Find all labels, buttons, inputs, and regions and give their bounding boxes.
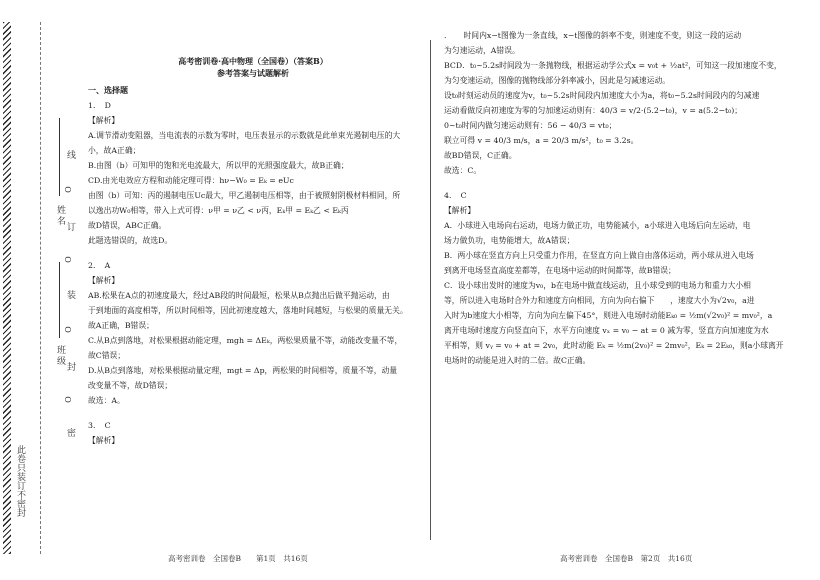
text-line: AB.松果在A点的初速度最大，经过AB段的时间最短，松果从B点抛出后做平抛运动，由: [88, 291, 390, 300]
text-line: 【解析】: [444, 206, 476, 215]
text-line: 电场时的动能是进入时的二倍。故C正确。: [444, 356, 591, 365]
text-line: 于到地面的高度相等，所以时间相等，因此初速度越大，落地时间越短，与松果的质量无关。: [88, 306, 408, 315]
binding-hatch: [3, 22, 11, 554]
name-field: [59, 118, 60, 196]
text-line: B.由图（b）可知甲的饱和光电流最大，所以甲的光照强度最大，故B正确；: [88, 161, 349, 170]
text-line: 设t₀时刻运动员的速度为v，t₀~5.2s时间段内加速度大小为a，将t₀~5.2s时间段内的匀减速: [444, 91, 760, 100]
page-title: 高考密训卷·高中物理（全国卷）（答案B）: [178, 56, 328, 66]
text-line: 运动看做反向初速度为零的匀加速运动则有：40/3 = v/2·(5.2−t₀)，v = a(5.2−t₀)；: [444, 106, 743, 115]
page-footer-2: 高考密训卷 全国卷B 第2页 共16页: [560, 554, 693, 563]
text-line: C．设小球出发时的速度为v₀，b在电场中做直线运动，且小球受到的电场力和重力大小相: [444, 281, 751, 290]
text-line: 为匀速运动，A错误。: [444, 46, 520, 55]
text-line: D.从B点到落地，对松果根据动量定理，mgt = Δp，两松果的时间相等，质量不等，动量: [88, 366, 398, 375]
text-line: 故BD错误，C正确。: [444, 151, 517, 160]
text-line: C.从B点到落地，对松果根据动能定理，mgh = ΔEₖ，两松果质量不等，动能改变量不等，: [88, 336, 403, 345]
binding-margin: [0, 0, 88, 580]
text-line: 此题选错误的，故选D。: [88, 236, 173, 245]
circle-mark: O: [62, 186, 72, 193]
column-divider: [430, 40, 431, 540]
text-line: 小，故A正确；: [88, 146, 141, 155]
seal-word-line: 线: [65, 150, 75, 159]
text-line: 为匀变速运动，图像的抛物线部分斜率减小，因此是匀减速运动。: [444, 76, 671, 85]
text-line: 离开电场时速度方向竖直向下，水平方向速度 vₓ = v₀ − at = 0 减为零，竖直方向加速度为水: [444, 326, 769, 335]
section-heading: 一、选择题: [88, 85, 128, 95]
paragraph-gap: [444, 178, 796, 188]
class-field: [59, 262, 60, 338]
text-line: B．两小球在竖直方向上只受重力作用，在竖直方向上做自由落体运动，两小球从进入电场: [444, 251, 754, 260]
text-line: 【解析】: [88, 116, 120, 125]
seal-word-seal: 封: [65, 362, 75, 371]
circle-mark: O: [62, 256, 72, 263]
text-line: 场力做负功，电势能增大，故A错误；: [444, 236, 575, 245]
seal-word-secret: 密: [65, 428, 75, 437]
seal-word-install: 装: [65, 290, 75, 299]
text-line: ． 时间内x−t图像为一条直线，x−t图像的斜率不变，则速度不变，则这一段的运动: [444, 31, 742, 40]
binding-dashed-line: [40, 22, 41, 554]
class-label: 班级: [55, 345, 65, 367]
seal-word-bind: 订: [65, 222, 75, 231]
left-answer-text: [88, 98, 418, 448]
text-line: 联立可得 v = 40/3 m/s，a = 20/3 m/s²，t₀ = 3.2s。: [444, 136, 639, 145]
page-subtitle: 参考答案与试题解析: [217, 68, 289, 78]
text-line: 平相等，则 vᵧ = v₀ + at = 2v₀，此时动能 Eₖ = ½m(2v₀)² = 2mv₀²，Eₖ = 2Eₖ₀，则a小球离开: [444, 341, 784, 350]
text-line: 故选：A。: [88, 396, 125, 405]
text-line: CD.由光电效应方程和动能定理可得：hν−W₀ = Eₖ = eUc: [88, 176, 294, 185]
left-column: [88, 55, 418, 448]
text-line: 1． D: [88, 101, 111, 110]
text-line: 由图（b）可知：丙的遏制电压Uc最大，甲乙遏制电压相等，由于被照射阴极材料相同，所: [88, 191, 401, 200]
text-line: 等，所以进入电场时合外力和速度方向相同，方向为向右偏下 ，速度大小为√2v₀，a进: [444, 296, 755, 305]
text-line: 改变量不等，故D错误；: [88, 381, 173, 390]
seal-notice: 此卷只装订不密封: [15, 445, 25, 517]
page-footer-1: 高考密训卷 全国卷B 第1页 共16页: [168, 554, 308, 563]
text-line: A.调节滑动变阻器，当电流表的示数为零时，电压表显示的示数就是此单束光遏制电压的大: [88, 131, 401, 140]
text-line: 0~t₀时间内做匀速运动则有：56 − 40/3 = vt₀；: [444, 121, 617, 130]
name-label: 姓名: [55, 205, 65, 227]
text-line: 入时为b速度大小相等，方向为向左偏下45°，则进入电场时动能Eₖ₀ = ½m(√2v₀)² = mv₀²，a: [444, 311, 773, 320]
circle-mark: O: [62, 326, 72, 333]
paragraph-gap: [88, 408, 418, 418]
paragraph-gap: [88, 248, 418, 258]
text-line: 【解析】: [88, 276, 120, 285]
text-line: A．小球进入电场向右运动，电场力做正功，电势能减小，a小球进入电场后向左运动，电: [444, 221, 751, 230]
text-line: BCD．t₀~5.2s时间段为一条抛物线，根据运动学公式x = v₀t + ½at²，可知这一段加速度不变，: [444, 61, 782, 70]
text-line: 【解析】: [88, 436, 120, 445]
text-line: 2． A: [88, 261, 111, 270]
text-line: 3． C: [88, 421, 111, 430]
text-line: 以逸出功W₀相等，带入上式可得：ν甲 = ν乙 < ν丙，Eₖ甲 = Eₖ乙 < Eₖ丙: [88, 206, 349, 215]
text-line: 故A正确，B错误；: [88, 321, 154, 330]
circle-mark: O: [62, 396, 72, 403]
text-line: 故选：C。: [444, 166, 482, 175]
text-line: 4． C: [444, 191, 467, 200]
right-answer-text: [444, 28, 796, 368]
text-line: 到离开电场竖直高度差都等，在电场中运动的时间都等，故B错误；: [444, 266, 676, 275]
text-line: 故D错误，ABC正确。: [88, 221, 167, 230]
text-line: 故C错误；: [88, 351, 126, 360]
right-column: [444, 28, 796, 368]
